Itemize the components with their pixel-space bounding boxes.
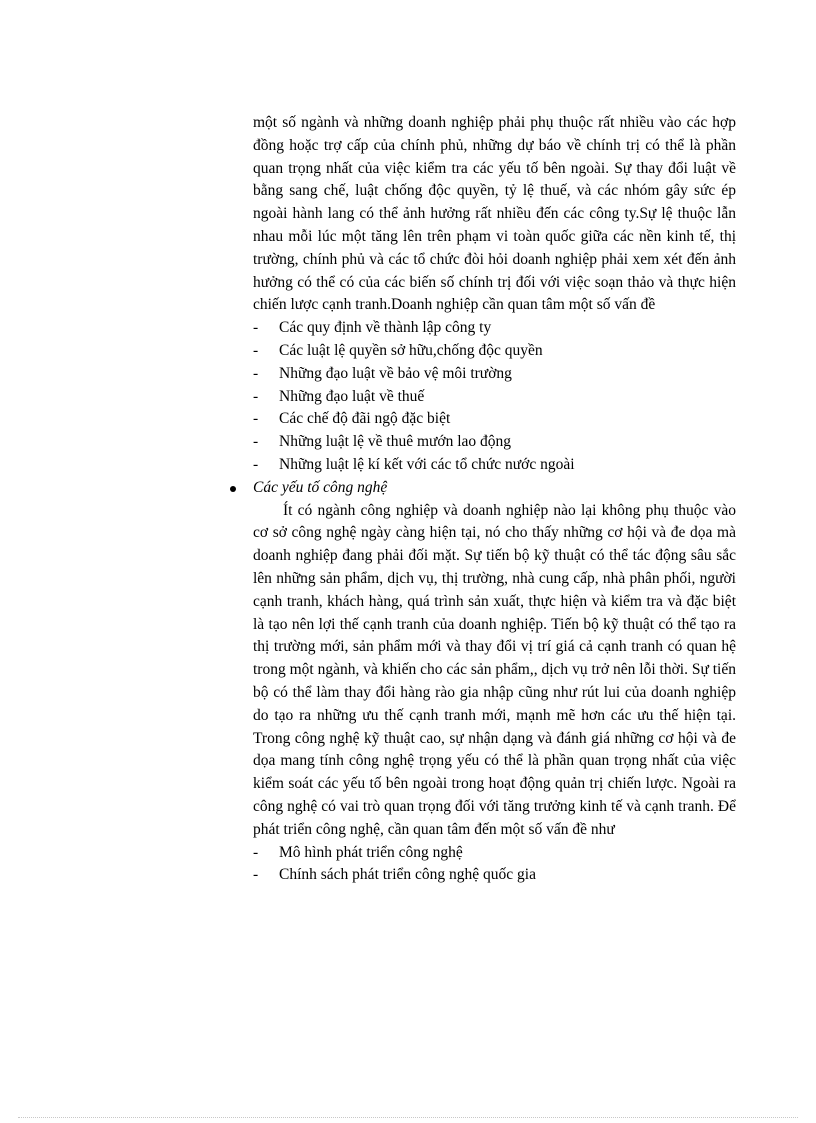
list-item: - Những luật lệ về thuê mướn lao động — [253, 431, 736, 454]
list-dash: - — [253, 319, 259, 337]
list-item: - Các chế độ đãi ngộ đặc biệt — [253, 408, 736, 431]
list-dash: - — [253, 341, 259, 359]
page-bottom-divider — [18, 1117, 798, 1118]
list-item: - Những đạo luật về thuế — [253, 386, 736, 409]
list-dash: - — [253, 866, 259, 884]
document-body — [253, 112, 736, 887]
intro-paragraph: một số ngành và những doanh nghiệp phải phụ thuộc rất nhiều vào các hợp đồng hoặc trợ cấp của chính phủ, những dự báo về chính trị có thể là phần quan trọng nhất của việc kiểm tra các yếu tố bên ngoài. Sự thay đổi luật về bằng sang chế, luật chống độc quyền, tỷ lệ thuế, và các nhóm gây sức ép ngoài hành lang có thể ảnh hưởng rất nhiều đến các công ty.Sự lệ thuộc lẫn nhau mỗi lúc một tăng lên trên phạm vi toàn quốc giữa các nền kinh tế, thị trường, chính phủ và các tổ chức đòi hỏi doanh nghiệp phải xem xét đến ảnh hưởng có thể có của các biến số chính trị đối với việc soạn thảo và thực hiện chiến lược cạnh tranh.Doanh nghiệp cần quan tâm một số vấn đề — [253, 114, 736, 314]
list-item: - Mô hình phát triển công nghệ — [253, 842, 736, 865]
section-heading: Các yếu tố công nghệ — [253, 478, 388, 496]
political-factors-list — [253, 317, 736, 477]
list-item: - Các luật lệ quyền sở hữu,chống độc quyền — [253, 340, 736, 363]
list-dash: - — [253, 433, 259, 451]
list-dash: - — [253, 364, 259, 382]
list-item: - Những đạo luật về bảo vệ môi trường — [253, 363, 736, 386]
list-dash: - — [253, 387, 259, 405]
technology-factors-list — [253, 842, 736, 888]
section-heading-row — [253, 477, 736, 500]
bullet-icon — [230, 486, 236, 492]
list-dash: - — [253, 455, 259, 473]
technology-paragraph: Ít có ngành công nghiệp và doanh nghiệp nào lại không phụ thuộc vào cơ sở công nghệ ngày càng hiện tại, nó cho thấy những cơ hội và đe dọa mà doanh nghiệp đang phải đối mặt. Sự tiến bộ kỹ thuật có thể tác động sâu sắc lên những sản phẩm, dịch vụ, thị trường, nhà cung cấp, nhà phân phối, người cạnh tranh, khách hàng, quá trình sản xuất, thực hiện và kiểm tra và đặc biệt là tạo nên lợi thế cạnh tranh của doanh nghiệp. Tiến bộ kỹ thuật có thể tạo ra thị trường mới, sản phẩm mới và thay đổi vị trí giá cả cạnh tranh có quan hệ trong một ngành, và khiến cho các sản phẩm,, dịch vụ trở nên lỗi thời. Sự tiến bộ có thể làm thay đổi hàng rào gia nhập cũng như rút lui của doanh nghiệp do tạo ra những ưu thế cạnh tranh mới, mạnh mẽ hơn các ưu thế hiện tại. Trong công nghệ kỹ thuật cao, sự nhận dạng và đánh giá những cơ hội và đe dọa mang tính công nghệ trọng yếu có thể là phần quan trọng nhất của việc kiểm soát các yếu tố bên ngoài trong hoạt động quản trị chiến lược. Ngoài ra công nghệ có vai trò quan trọng đối với tăng trưởng kinh tế và cạnh tranh. Để phát triển công nghệ, cần quan tâm đến một số vấn đề như — [253, 501, 736, 838]
list-item: - Chính sách phát triển công nghệ quốc gia — [253, 864, 736, 887]
list-dash: - — [253, 410, 259, 428]
list-dash: - — [253, 843, 259, 861]
list-item: - Các quy định về thành lập công ty — [253, 317, 736, 340]
list-item: - Những luật lệ kí kết với các tổ chức nước ngoài — [253, 454, 736, 477]
